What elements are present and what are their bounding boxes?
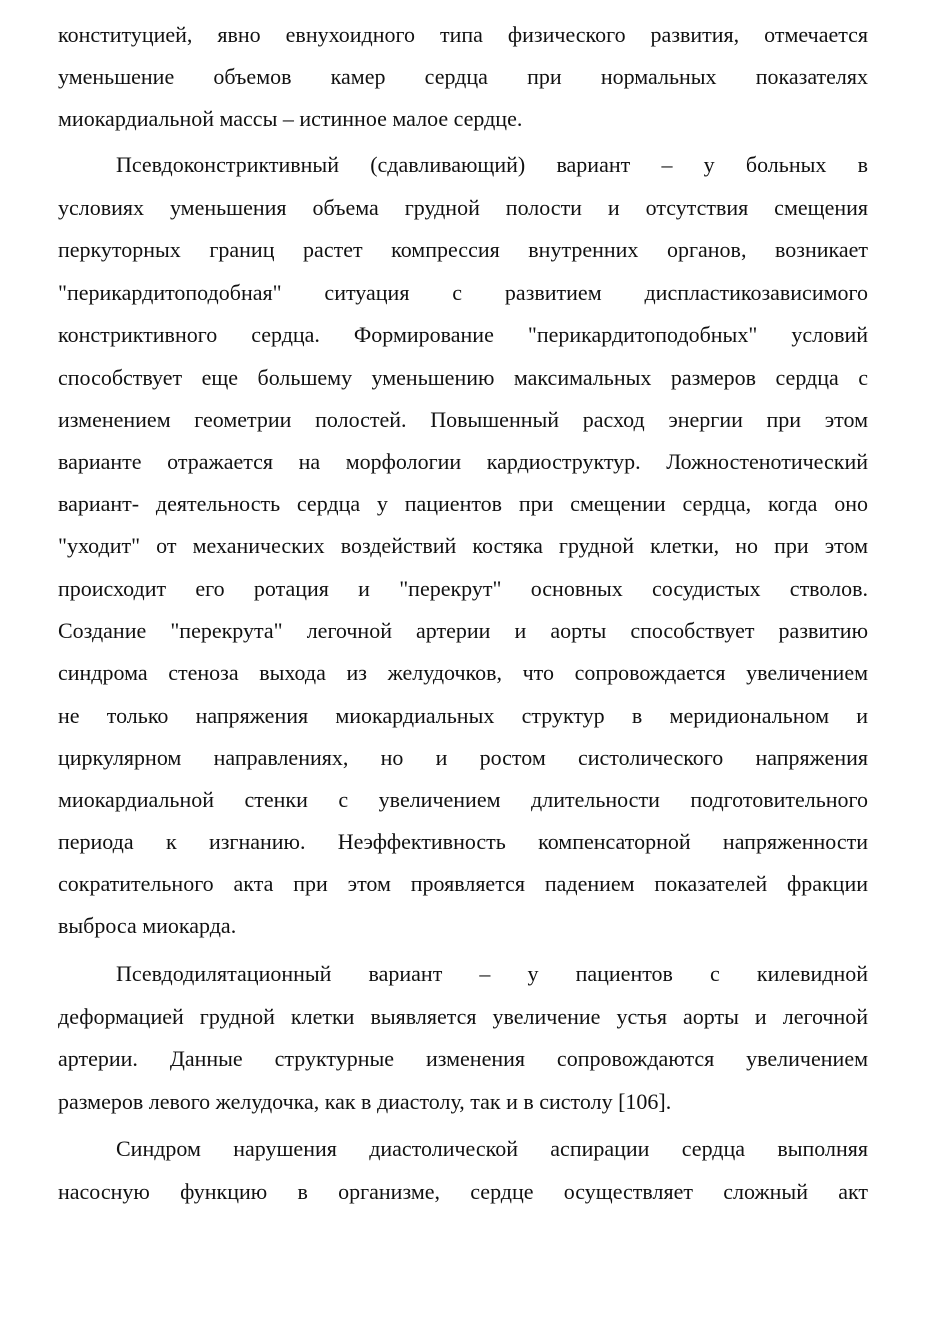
text-line: сократительного акта при этом проявляется падением показателей фракции xyxy=(58,871,868,896)
text-line: "уходит" от механических воздействий костяка грудной клетки, но при этом xyxy=(58,533,868,558)
text-line: конституцией, явно евнухоидного типа физического развития, отмечается xyxy=(58,22,868,47)
text-line: миокардиальной массы – истинное малое сердце. xyxy=(58,106,523,131)
text-line: деформацией грудной клетки выявляется увеличение устья аорты и легочной xyxy=(58,1004,868,1029)
text-line: условиях уменьшения объема грудной полости и отсутствия смещения xyxy=(58,195,868,220)
text-line: насосную функцию в организме, сердце осуществляет сложный акт xyxy=(58,1179,868,1204)
text-line: перкуторных границ растет компрессия внутренних органов, возникает xyxy=(58,237,868,262)
text-line: уменьшение объемов камер сердца при нормальных показателях xyxy=(58,64,868,89)
text-line: Создание "перекрута" легочной артерии и аорты способствует развитию xyxy=(58,618,868,643)
text-line: вариант- деятельность сердца у пациентов при смещении сердца, когда оно xyxy=(58,491,868,516)
text-line: периода к изгнанию. Неэффективность компенсаторной напряженности xyxy=(58,829,868,854)
text-line: способствует еще большему уменьшению максимальных размеров сердца с xyxy=(58,365,868,390)
text-line: варианте отражается на морфологии кардиоструктур. Ложностенотический xyxy=(58,449,868,474)
text-line: Псевдодилятационный вариант – у пациентов с килевидной xyxy=(116,961,868,986)
text-line: не только напряжения миокардиальных структур в меридиональном и xyxy=(58,703,868,728)
text-line: изменением геометрии полостей. Повышенный расход энергии при этом xyxy=(58,407,868,432)
text-line: синдрома стеноза выхода из желудочков, что сопровождается увеличением xyxy=(58,660,868,685)
text-line: миокардиальной стенки с увеличением длительности подготовительного xyxy=(58,787,868,812)
text-line: Синдром нарушения диастолической аспирации сердца выполняя xyxy=(116,1136,868,1161)
text-line: выброса миокарда. xyxy=(58,913,237,938)
text-line: артерии. Данные структурные изменения сопровождаются увеличением xyxy=(58,1046,868,1071)
text-line: циркулярном направлениях, но и ростом систолического напряжения xyxy=(58,745,868,770)
text-line: Псевдоконстриктивный (сдавливающий) вариант – у больных в xyxy=(116,152,868,177)
text-line: размеров левого желудочка, как в диастолу, так и в систолу [106]. xyxy=(58,1089,672,1114)
text-line: констриктивного сердца. Формирование "перикардитоподобных" условий xyxy=(58,322,868,347)
text-line: происходит его ротация и "перекрут" основных сосудистых стволов. xyxy=(58,576,868,601)
text-line: "перикардитоподобная" ситуация с развитием диспластикозависимого xyxy=(58,280,868,305)
